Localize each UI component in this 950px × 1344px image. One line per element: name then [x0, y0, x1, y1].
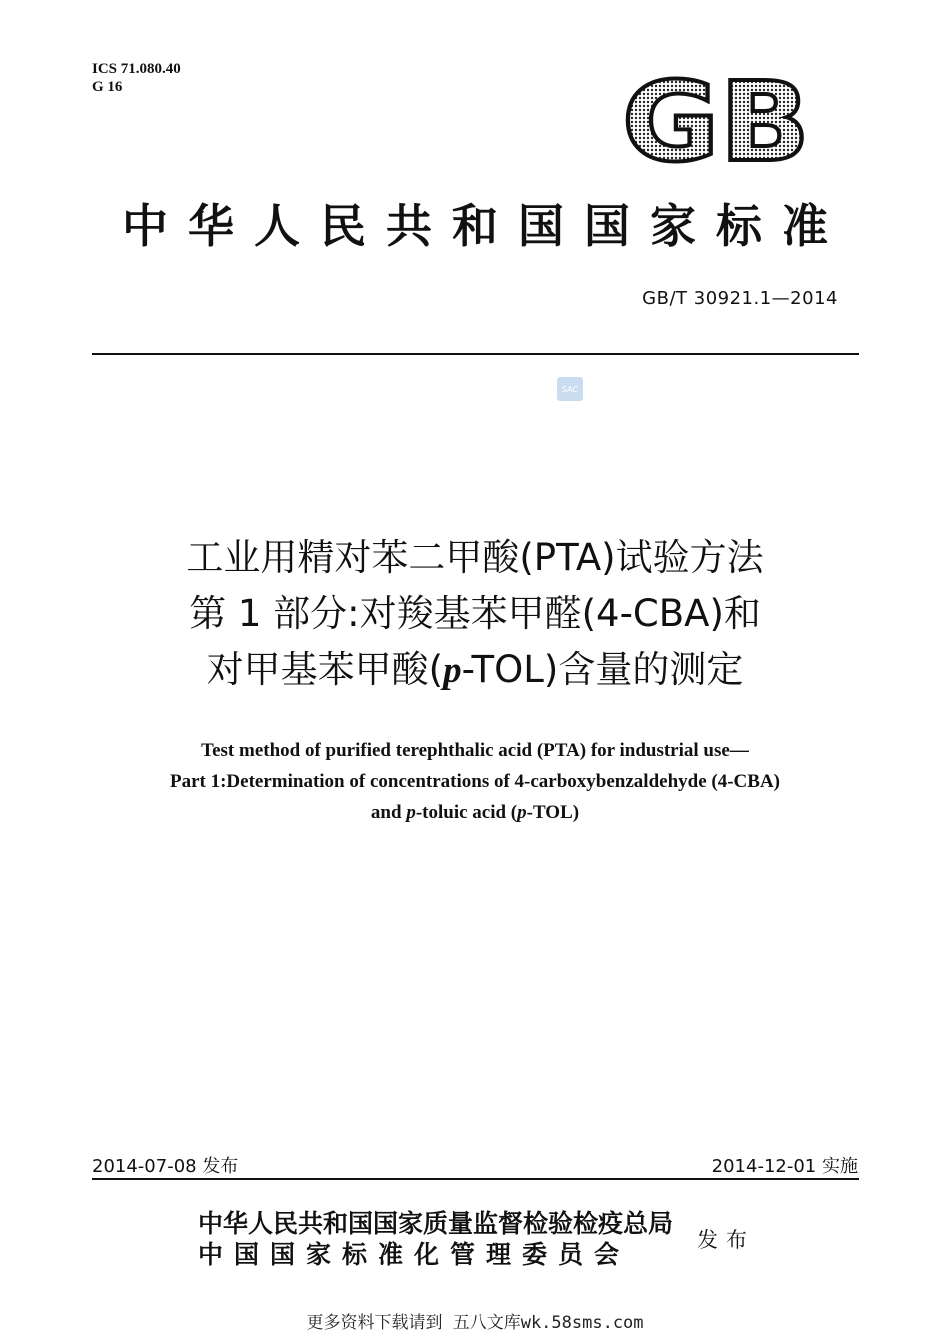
- standard-number: GB/T 30921.1—2014: [642, 288, 838, 309]
- download-footer: 更多资料下载请到 五八文库wk.58sms.com: [306, 1313, 644, 1333]
- chinese-title-line-1: 工业用精对苯二甲酸(PTA)试验方法: [186, 536, 764, 579]
- svg-text:GB: GB: [622, 72, 810, 172]
- issuer-aqsiq: 中华人民共和国国家质量监督检验检疫总局: [198, 1209, 674, 1238]
- english-title-line-1: Test method of purified terephthalic acid (PTA) for industrial use—: [201, 740, 749, 761]
- chinese-title-line-2: 第 1 部分:对羧基苯甲醛(4-CBA)和: [189, 592, 761, 635]
- top-divider: [92, 353, 859, 355]
- issuer-sac: 中国国家标准化管理委员会: [198, 1240, 631, 1269]
- classification-codes: [92, 60, 181, 96]
- ics-code: ICS 71.080.40: [92, 61, 181, 77]
- publish-label: 发布: [697, 1228, 755, 1252]
- chinese-title: [0, 530, 950, 699]
- chinese-title-line-3: 对甲基苯甲酸(p-TOL)含量的测定: [206, 648, 744, 691]
- issue-date: 2014-07-08 发布: [92, 1156, 239, 1177]
- gb-logo: [622, 72, 812, 172]
- issuing-authorities: [198, 1208, 673, 1270]
- national-standard-title: 中华人民共和国国家标准: [122, 199, 848, 253]
- english-title-line-3: and p-toluic acid (p-TOL): [370, 802, 580, 823]
- bottom-divider: [92, 1178, 859, 1180]
- sac-watermark-icon: [557, 377, 583, 401]
- english-title: [0, 735, 950, 828]
- svg-text:SAC: SAC: [561, 385, 579, 394]
- implementation-date: 2014-12-01 实施: [711, 1156, 858, 1177]
- ccs-code: G 16: [92, 79, 123, 95]
- english-title-line-2: Part 1:Determination of concentrations of 4-carboxybenzaldehyde (4-CBA): [169, 771, 780, 792]
